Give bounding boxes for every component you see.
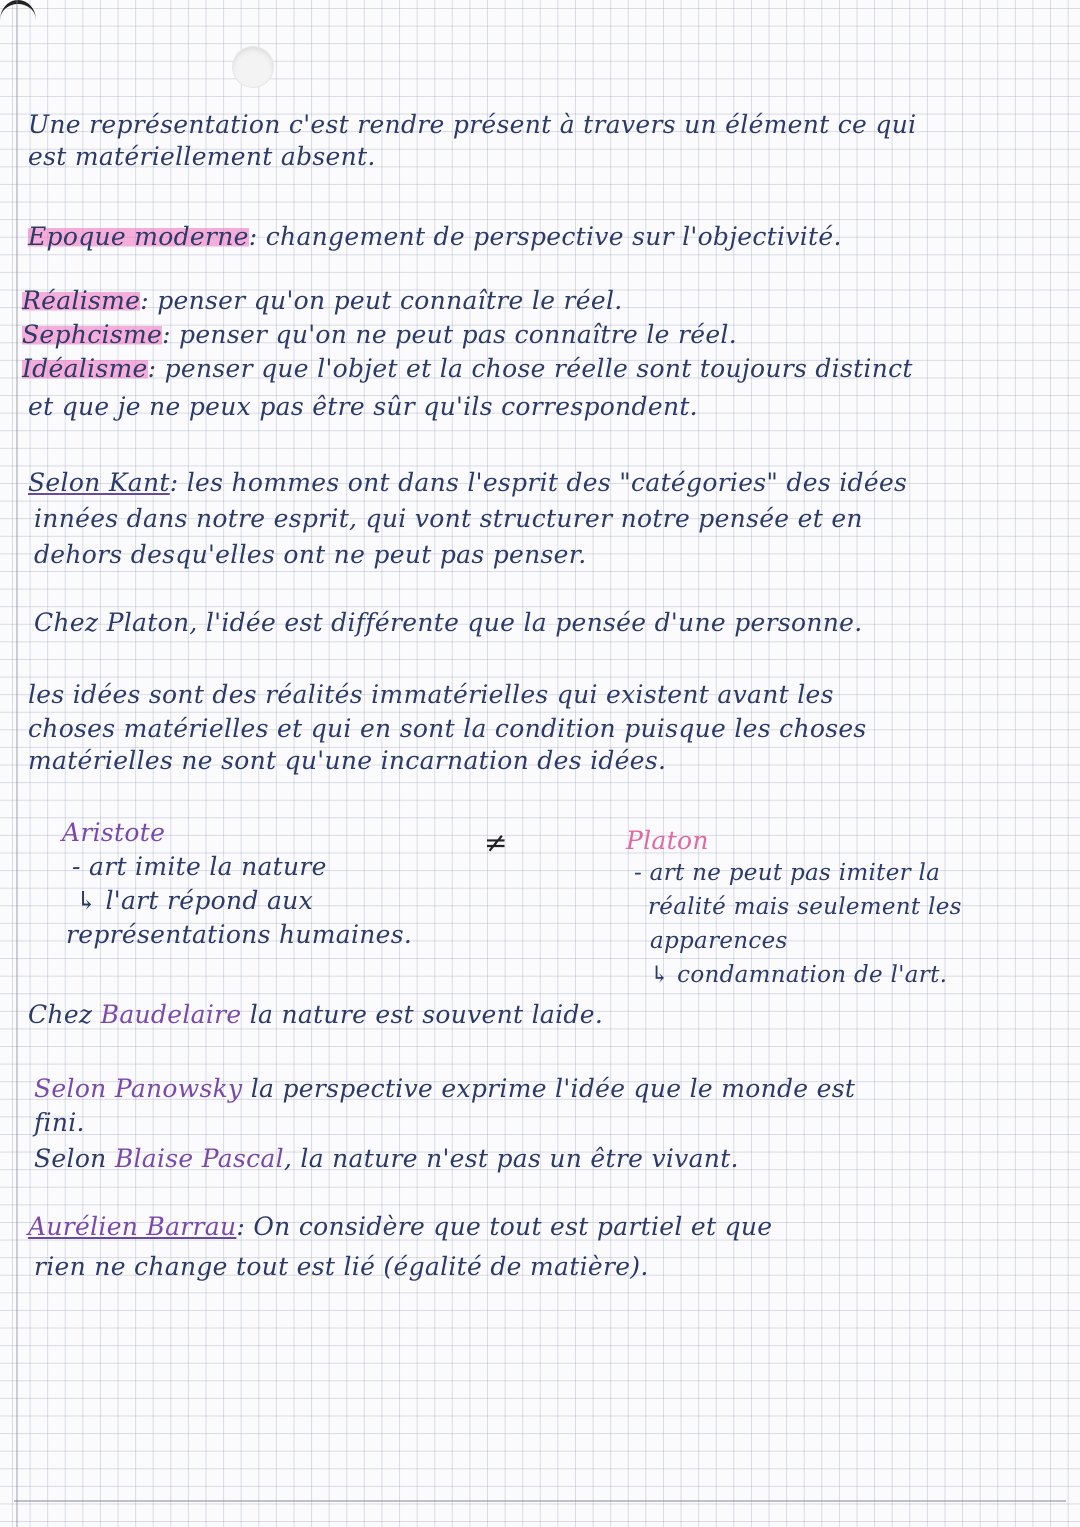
barrau-text-1: : On considère que tout est partiel et que — [236, 1212, 773, 1241]
kant-line-1 — [28, 468, 907, 497]
kant-line-2: innées dans notre esprit, qui vont structurer notre pensée et en — [34, 504, 863, 533]
kant-line-3: dehors desqu'elles ont ne peut pas penser. — [34, 540, 587, 569]
platon-point-1: - art ne peut pas imiter la — [634, 860, 941, 886]
panofsky-line-2: fini. — [34, 1108, 85, 1137]
definition-line-1: Une représentation c'est rendre présent à travers un élément ce qui — [28, 110, 917, 139]
panofsky-line-1 — [34, 1074, 855, 1103]
pascal-text: , la nature n'est pas un être vivant. — [283, 1144, 739, 1173]
idealisme-definition: : penser que l'objet et la chose réelle sont toujours distinct — [147, 354, 913, 383]
pascal-prefix: Selon — [34, 1144, 107, 1173]
scepticisme-definition: : penser qu'on ne peut pas connaître le réel. — [162, 320, 737, 349]
platon-point-4: ↳ condamnation de l'art. — [650, 962, 948, 988]
epoque-term: Epoque moderne — [28, 222, 249, 251]
aristote-point-3: représentations humaines. — [66, 920, 413, 949]
pascal-line — [34, 1144, 739, 1173]
idealisme-term: Idéalisme — [22, 354, 148, 383]
platon-idea-line: Chez Platon, l'idée est différente que la pensée d'une personne. — [34, 608, 863, 637]
barrau-line-1 — [28, 1212, 772, 1241]
scepticisme-term: Sephcisme — [22, 320, 163, 349]
punch-hole-left — [232, 46, 274, 88]
realisme-line — [22, 286, 623, 315]
page-bottom-line — [14, 1500, 1066, 1502]
baudelaire-line — [28, 1000, 603, 1029]
idees-line-1: les idées sont des réalités immatérielles qui existent avant les — [28, 680, 834, 709]
platon-point-3: apparences — [650, 928, 788, 954]
panofsky-name: Selon Panowsky — [34, 1074, 243, 1103]
panofsky-text: la perspective exprime l'idée que le monde est — [250, 1074, 856, 1103]
platon-point-2: réalité mais seulement les — [648, 894, 962, 920]
definition-line-2: est matériellement absent. — [28, 142, 376, 171]
platon-title: Platon — [626, 826, 709, 855]
punch-hole-right — [0, 0, 36, 40]
baudelaire-text: la nature est souvent laide. — [249, 1000, 604, 1029]
aristote-title: Aristote — [62, 818, 166, 847]
barrau-line-2: rien ne change tout est lié (égalité de matière). — [34, 1252, 649, 1281]
aristote-point-2: ↳ l'art répond aux — [76, 886, 313, 915]
kant-term: Selon Kant — [28, 468, 170, 497]
idees-line-3: matérielles ne sont qu'une incarnation des idées. — [28, 746, 667, 775]
epoque-moderne-line — [28, 222, 842, 251]
baudelaire-name: Baudelaire — [100, 1000, 242, 1029]
baudelaire-prefix: Chez — [28, 1000, 93, 1029]
pascal-name: Blaise Pascal — [114, 1144, 284, 1173]
realisme-definition: : penser qu'on peut connaître le réel. — [140, 286, 623, 315]
realisme-term: Réalisme — [22, 286, 141, 315]
epoque-definition: : changement de perspective sur l'objectivité. — [248, 222, 842, 251]
margin-line — [16, 0, 18, 1527]
not-equal-sign: ≠ — [484, 826, 508, 859]
idealisme-line — [22, 354, 913, 383]
barrau-name: Aurélien Barrau — [28, 1212, 237, 1241]
idees-line-2: choses matérielles et qui en sont la condition puisque les choses — [28, 714, 867, 743]
scepticisme-line — [22, 320, 737, 349]
aristote-point-1: - art imite la nature — [72, 852, 327, 881]
kant-text-1: : les hommes ont dans l'esprit des "catégories" des idées — [169, 468, 908, 497]
idealisme-continuation: et que je ne peux pas être sûr qu'ils correspondent. — [28, 392, 698, 421]
